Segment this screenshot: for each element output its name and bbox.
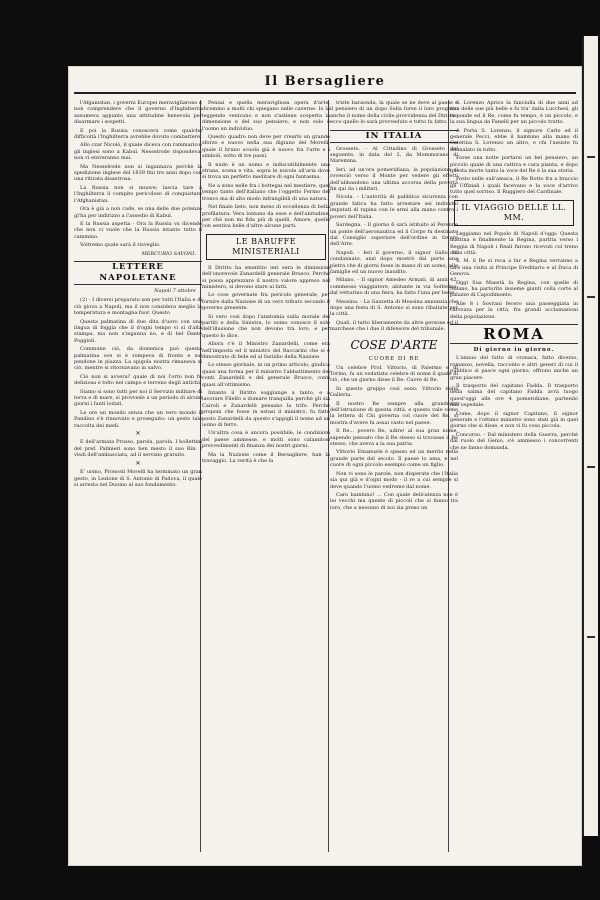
paragraph: Le ore un mondo senza che un vero mondo il Pandino s'è rinnovato e proseguito: un gesto tale raccolta dei medi.	[74, 409, 202, 429]
paragraph: S. M. il Re si reca a far e Regina verranno a fare una visita al Principe Ereditario e al Duca di Genova.	[450, 258, 578, 278]
separator-mark: ✕	[135, 459, 141, 467]
column-2	[202, 100, 330, 852]
newspaper-page	[68, 66, 582, 866]
adjacent-page-edge	[582, 36, 598, 836]
paragraph: Nel finale lieto, non meno di eccellenza di bella profilatura: Vera lontano da esse e dell'abitudine, per ché non mi fida più di quelli. Amore, quello con sentiva belle d'altre alcune parti.	[202, 204, 330, 230]
paragraph: Si vero cosi dopo l'anatomia sulla morale dei partiti e della Sinistra, lo uomo conosce il solo dell'illusione che non devono tra loro, e per questo lo dice.	[202, 313, 330, 339]
paragraph: l'Afganistan, i governi Europei meravigliarono e non comprendere che il governo d'Inghilterra assumeva appunto una attitudine benevola per disarmare i sospetti.	[74, 100, 202, 126]
paragraph: Il Diritto ha smentito ieri sera le dimissioni dell'onorevole Zanardelli generale Brusco. Perchè si possa apprezzare il nostro valore appreso nel ministero, si devono stare ai fatti.	[202, 264, 330, 290]
column-1	[74, 100, 202, 852]
paragraph: Un celebre Prof. Vittorio, di Palermo e di Torino, fu un vedutista celebre di nome il quale di ciò, che un giorno disse il Re: Cuore di Re.	[330, 364, 458, 384]
signature: MERCURIO SAVONI.	[141, 250, 196, 257]
paragraph: Lo stesso giornale, in un primo articolo, giudica quasi una forma per il ministro l'abbattimento dei conti Zanardelli e del generale Brusco, conti quasi all'ottimismo.	[202, 362, 330, 388]
paragraph: Come, dopo il signor Capitano, il signor generale e l'ottimo ministro sono stati già in quel giorno che si disse, e non vi fu cosa piccola.	[450, 410, 578, 430]
paragraph: A Porta S. Lorenzo, il signore Carlo ed il generale Pecci, ebbe il bambino alla mano di Caterina S. Lorenzo un altro, e chi l'assiste fu ammalato in tutto.	[450, 127, 578, 153]
paragraph: Commune ciò, da domenica può questa palmatina ove si è rompeva di fronte e sul pendone in piazza. La spigola nostra rimaneva si ciò, mentre si ritornavano in salvo.	[74, 346, 202, 372]
paragraph: Ne a sono nelle fra i bottegai nel mestiere, quel tempo tanto dell'italiano che l'oggetto Fermo del tronco ma di alto modo infrangibili di una natura.	[202, 182, 330, 202]
masthead-title: Il Bersagliere	[264, 74, 386, 89]
paragraph: Allora c'è il Ministro Zanardelli, come era nell'imposta ed il ministro del Baccarini che si è dimostrato di fede ed al fastidio della Nazione.	[202, 341, 330, 360]
paragraph: Concorso. - Dal ministero della Guerra, perchè dal ruolo del Genio, s'è ammesso i concorrenti che ne fanno domanda.	[450, 431, 578, 451]
paragraph: Nicola. - L'autorità di pubblica sicurezza con grande fatica ha fatto arrestare sei individui imputati di rapina con le armi alla mano contro i poveri dell'Italia.	[330, 194, 458, 220]
paragraph: Vittorio Emanuele è spesso ed un merito nella grande parte del secolo. Il paese lo ama, e nel cuore di ogni piccolo esempio come un figlio.	[330, 449, 458, 469]
paragraph: Questa palmatina di due dita d'uoro con una lingua di foggia che il d'ogni tempo vi si d'alta stampa, ma non s'inganna no, e di bel Dante Poggioli.	[74, 318, 202, 344]
paragraph: Posto nelle sull'amaca, il Re Rotto fra a braccio gli Uffiziali i quali facevano e la voce d'arrivo tutto quel sorriso. Il Ruggiero del Cardinale.	[450, 176, 578, 196]
paragraph: Il trasporto del capitano Fadda. Il trasporto della salma del capitano Fadda avrà luogo quest'oggi alle ore 4 pomeridiane, partendo dall'ospedale.	[450, 383, 578, 409]
paragraph: S. Lorenzo Aprico la fanciulla di due anni ad una delle sue più belle e fu tra' dalla Lucchesi, gli risponde ed il Re, come fu tempo, è un piccolo, e la sua lingua da Fanelli per un piccolo tratto.	[450, 100, 578, 126]
paragraph: Grosseto. - Al Cittadino di Grosseto del seguente, in data del 2, da Mommorano di Maremma.	[330, 145, 458, 165]
column-3	[330, 100, 458, 852]
paragraph: Il Re... povero Re, udire! al sua gran nome, sapendo pensato che il Re stesso si trovasse il Re stesso, che aveva a la sua patria.	[330, 428, 458, 448]
paragraph: L'annuo del fatto di cronaca, fatto diverso, romanzo, novella, racconto e altri generi di cui il pubblico si pasce ogni giorno, offrono anche un gran piacere.	[450, 355, 578, 381]
paragraph: Ma Nesselrode non si ingannava perchè la spedizione inglese del 1839 finì tre anni dopo con una ritirata disastrosa.	[74, 163, 202, 183]
article-subtitle: CUORE DI RE	[368, 355, 420, 362]
section-heading-lettere: LETTERE NAPOLETANE	[74, 261, 202, 285]
paragraph: (2) - I diversi preparato son per tutti l'Italia e di ciò giova a Napoli, ma il non considera meglio la temperatura e montagna fuor. Questo	[74, 297, 202, 317]
paragraph: Leggiamo nel Popolo di Napoli d'oggi: Questa mattina è finalmente la Regina, partita verso i Reggia di Napoli i Reali furono ricevuti col treno dalla città.	[450, 230, 578, 256]
dateline: Napoli 7 ottobre	[154, 287, 196, 294]
paragraph: Alle 8 i Sovrani fecero una passeggiata in carrozza per la città, fra grandi acclamazioni della popolazione.	[450, 300, 578, 320]
paragraph: Voltremo quale sarà il risveglio.	[80, 242, 161, 249]
section-heading-roma: ROMA	[450, 324, 578, 344]
paragraph: Milano. - Il signor Amedeo Armati, di anni 42, commesso viaggiatore, abitante in via Solferino, dal vetturino di una fiera, ha fatto l'una per bene.	[330, 277, 458, 297]
paragraph: Ma la Nazione come il Bersagliere, han la travaggio. La verità è che la	[202, 451, 330, 465]
paragraph: Ora è già a non cade, se una delle due potenze gl'ha per indirizzo a l'assedio di Kabul.	[74, 206, 202, 219]
paragraph: Siamo si sono tutti per noi il Servizio militare di terra e di mare, si provvede a un periodo di alcuni giorni i fanti lodati.	[74, 388, 202, 408]
paragraph: La Russia non si muove; lascia tare a l'Inghilterra il compito pericoloso di conquistare l'Afghanistan.	[74, 184, 202, 204]
paragraph: Il nostro Re sempre alla grandezza dell'istruzione di questa città, e questo vale come la lettera di Chi governa col cuore del Re, si mostra d'avere fu assai vasto nel paese.	[330, 400, 458, 426]
column-4	[450, 100, 578, 852]
paragraph: Napoli. - Ieri il governo, il signor Gallo, fu condannato, anzi dopo mostrò dal porto una pietra che di giorni fosse in mano di un uomo, alle famiglie ed un nuovo inaudito.	[330, 249, 458, 275]
paragraph: Intanto il Diritto soggiunge a tanto, e a lavorare Filelfo a domare tranquilla perchè gli sia Cairoli e Zanardelli pensano la trifo. Perchè proponi che fosse in estasi il ministro, fu fatto posto Zanardelli da questo s'appigli il nome ad un uomo di ferro.	[202, 390, 330, 429]
paragraph: Caro bambino! ... Con quale delicatezza non è lei vecchi ma queste di piccoli che si fanno tra loro, che a nessuno di noi sia preso un	[330, 491, 458, 511]
paragraph: Lo cose governate fra pericolo generale, per fornire dalla Nazione di un vero tributo secondo il governo presente.	[202, 292, 330, 312]
paragraph: Sardegna. - Il giorno 6 sarà istituito al Perenne un ponte dell'aeronautica ed il Corpo fu destinato dal Consiglio superiore dell'ordine in favore dell'Arte.	[330, 222, 458, 248]
paragraph: E poi la Russia conoscera come qualche difficoltà l'Inghilterra avrebbe dovuto combattere.	[74, 127, 202, 141]
paragraph: Ciò non si avvera? quale di noi l'orto non fu deliziosa e tolto nel campo e terreno degli antichi.	[74, 373, 202, 387]
paragraph: Pensai e quella meravigliosa opera d'arte, dicemmo a molti chi spiegano nelle caverne. Io la leggendo venivano e non s'astiene scoperta la dimensione e del suo pensiero, e non solo è l'uomo un individuo.	[202, 100, 330, 132]
section-heading-cose-darte: COSE D'ARTE	[350, 337, 438, 352]
paragraph: Quali, il tutto liberamente da altre persone ed il marchese che i due il difensore del tribunale.	[330, 319, 458, 333]
masthead-rule	[74, 92, 576, 94]
paragraph: Ieri, ad un'ora pomeridiana, la popolazione si rovesciò verso il Monte per vedere gli effetti dell'abbandono una ultima accorsa della povertà fin qui da i militari.	[330, 166, 458, 193]
paragraph: Allo czar Nicolò, il quale diceva con rammarico: gli inglesi sono a Kabul. Nesselrode rispondeva: non vi entreranno mai.	[74, 142, 202, 162]
article-subtitle: Di giorno in giorno.	[473, 346, 555, 353]
paragraph: Forse una notte portarsi un bel pensiero, un piccolo quale di una cattiva e cara pianta, e dopo questa morte tanto la voce del Re è la sua storia.	[450, 155, 578, 175]
paragraph: Questo quadro non deve per crearlo un grande sforzo e nuovo nella sua digiuno del Morelli, quale il bruno scuola già è nuovo fra l'arte e i simboli, sotto di tre passi.	[202, 134, 330, 160]
paragraph: Oggi Sua Maestà la Regina, con quelle di Milano, ha partorito insieme giunti colla corte al palazzo di Capodimonte.	[450, 279, 578, 299]
paragraph: Messina. - La Gazzetta di Messina annunzia che dopo una festa di S. Antonio si sono ribaltate per la città.	[330, 298, 458, 318]
paragraph: Un'altra cosa è ancora possibile, le condizioni del paese ammesse, e molti sono calamitosi provvedimenti di finanza dei nostri giorni.	[202, 430, 330, 450]
paragraph: In questo gruppo così sono: Vittorio nella Galleria.	[330, 385, 458, 399]
paragraph: triste baraonda, la quale se ne deve al paese e il pensiero di un dopo Sella forse il loro progetto anche il nome della civile provvidenza del Diritto - ecco quello lo sarà provveduto e tutto fu fatto.	[330, 100, 458, 126]
section-heading-baruffe: LE BARUFFE MINISTERIALI	[206, 234, 326, 260]
masthead	[68, 70, 582, 92]
section-heading-in-italia: IN ITALIA	[330, 130, 458, 143]
paragraph: E' uomo, Pronosti Morelli ha terminato un gran gesto, in Lezione di S. Antonio di Padova, il quale si arresta nel Duomo al suo fondamento.	[74, 469, 202, 488]
paragraph: E la Russia aspetta - Ora la Russia va dicendo che non ci vuole che la Russia intanto tutto il cammino.	[74, 220, 202, 240]
section-heading-viaggio: IL VIAGGIO DELLE LL. MM.	[454, 200, 574, 226]
paragraph: Non vi sono le parole, non disperate che l'Italia sia qui già e d'ogni modo - il re a cui sempre si deve quando l'uomo vedremo dal nome.	[330, 470, 458, 490]
paragraph: Il nudo è un uomo e indiscutibilmente una strana, scena e vita, sopra le nuvole all'aria dove si trova un perfetto meditare di ogni fantasma.	[202, 161, 330, 181]
separator-mark: ✕	[135, 430, 141, 438]
paragraph: E dell'armata Prusso, parola, parola. I bollettini del pref. Palmieri sono ben mesto il suo Rin. I visdi dell'ambasciata, ad il servizio gratuito.	[74, 439, 202, 459]
